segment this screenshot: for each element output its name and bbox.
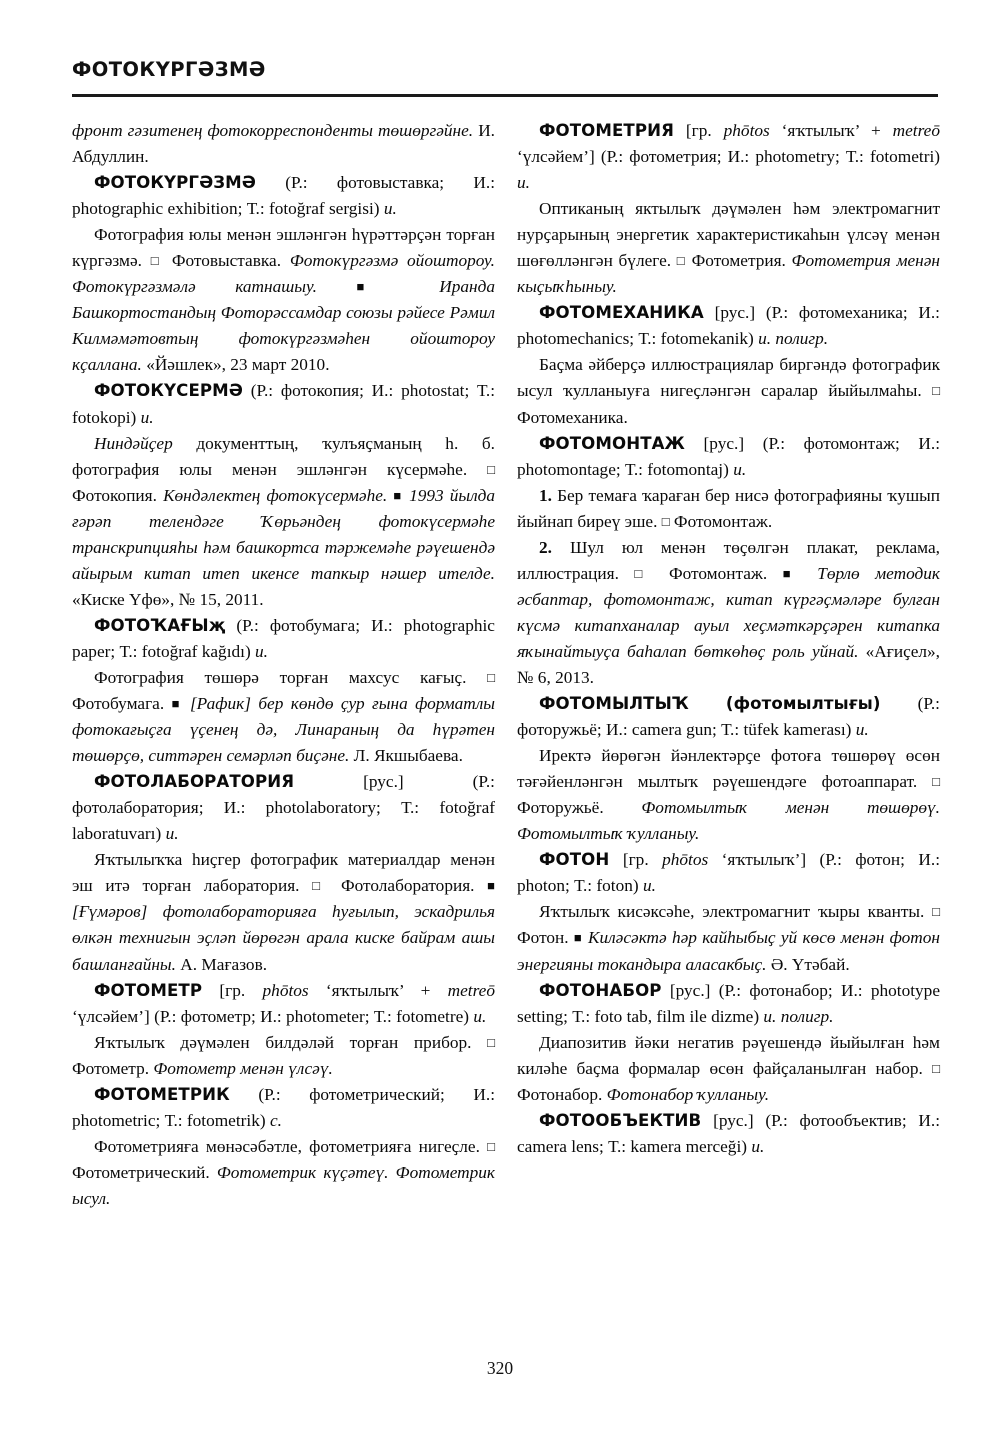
pos-label: u. полигр.	[763, 1006, 834, 1026]
entry-fotometr-body	[72, 1030, 495, 1082]
headword: ФОТОН	[539, 850, 610, 870]
etymology-meaning-2: ‘үлсәйем’]	[517, 147, 595, 167]
definition: Шул юл менән төҫөлгән плакат, реклама, иллюстрация.	[517, 537, 940, 583]
russian-equivalent: Фотовыставка.	[171, 251, 282, 271]
gloss-line: (Р.: фотобумага; И.: photographic paper; Т.: fotoğraf kağıdı)	[72, 615, 495, 661]
headword: ФОТОМЕТР	[94, 980, 203, 1000]
russian-equivalent: Фотометр.	[72, 1058, 150, 1078]
entry-fotomontaj	[517, 431, 940, 483]
headword: ФОТОМОНТАЖ	[539, 433, 685, 453]
open-square-icon	[487, 460, 495, 479]
pos-label: u.	[473, 1006, 487, 1026]
citation: [Рафик] бер көндө ҫур ғына форматлы фотокағыҫға үҫенең дә, Линараның да һүрәтен төшөрҫө, ситтәрен семәрләп биҫәне.	[72, 694, 495, 766]
definition: Яҡтылыҡ дәүмәлен билдәләй торған прибор.	[94, 1032, 472, 1052]
headword: ФОТОЛАБОРАТОРИЯ	[94, 772, 295, 792]
continued-quote: фронт гәзитенең фотокорреспонденты төшөргәйне.	[72, 121, 474, 140]
entry-fotomyltyq-body	[517, 743, 940, 847]
pos-label: u.	[751, 1136, 765, 1156]
entry-foton	[517, 847, 940, 899]
headword: ФОТОМЫЛТЫҠ	[539, 694, 689, 714]
filled-square-icon	[357, 277, 400, 296]
headword: ФОТОМЕХАНИКА	[539, 303, 704, 323]
entry-fotomexanika	[517, 300, 940, 352]
definition: Оптиканың яктылыҡ дәүмәлен һәм электромагнит нурҫарының энергетик характеристикаһын үлсәү менән шөғөлләнгән бүлеге.	[517, 199, 940, 271]
pos-label: u.	[517, 173, 530, 193]
definition: Фотометрияға мөнәсәбәтле, фотометрияға нигеҫле.	[94, 1136, 480, 1156]
entry-fotomontaj-sense-2	[517, 535, 940, 691]
citation: Иранда Башкортостандың Фоторәссамдар союзы рәйесе Рәмил Килмәмәтовтың фотокүргәзмәһен ойоштороу кҫаллана.	[72, 277, 495, 375]
filled-square-icon	[393, 486, 403, 505]
open-square-icon	[932, 1059, 940, 1078]
open-square-icon	[932, 772, 940, 791]
definition-lead: Ниндәйҫер	[94, 433, 173, 453]
russian-equivalent: Фотон.	[517, 928, 569, 948]
russian-equivalent: Фотокопия.	[72, 485, 157, 505]
citation: Төрлө методик әсбаптар, фотомонтаж, китап күргәҫмәләре булған күсмә китапханалар ауыл хеҫмәткәрҫәрен китапка яҡынайтыуҫа баһалап бөткөһөҫ роль уйнай.	[517, 563, 940, 661]
etymology: [рус.]	[669, 980, 711, 1000]
etymology-greek-2: metreō	[892, 121, 940, 140]
headword: ФОТОКҮРГӘЗМӘ	[94, 173, 256, 193]
columns-container	[72, 118, 940, 1346]
pos-label: u.	[383, 199, 397, 219]
definition: Фотография төшөрә торған махсус кағыҫ.	[94, 667, 467, 687]
sense-number: 1.	[539, 485, 552, 505]
gloss-line: (Р.: фотометр; И.: photometer; Т.: fotometre)	[154, 1006, 470, 1026]
russian-equivalent: Фоторужьё.	[517, 798, 604, 818]
open-square-icon	[151, 251, 163, 270]
continued-attribution: И. Абдуллин.	[72, 121, 495, 167]
definition: документтың, ҡулъяҫманың һ. б. фотография юлы менән эшләнгән күсермәһе.	[72, 433, 495, 479]
etymology-open: [гр.	[685, 121, 712, 140]
open-square-icon	[487, 668, 495, 687]
etymology-meaning-2: ‘үлсәйем’]	[72, 1006, 150, 1026]
running-head: ФОТОКҮРГӘЗМӘ	[72, 58, 266, 81]
russian-equivalent: Фотобумага.	[72, 694, 165, 714]
citation-source: А. Мағазов.	[180, 954, 268, 974]
entry-foton-body	[517, 899, 940, 977]
pos-label: u. полигр.	[758, 329, 829, 349]
pos-label: u.	[140, 407, 154, 427]
gloss-line: (Р.: фотокопия; И.: photostat; Т.: fotokopi)	[72, 381, 495, 427]
entry-fotomyltyq	[517, 691, 940, 743]
usage-examples: Көндәлектең фотокүсермәһе.	[163, 485, 388, 505]
usage-examples: Фотокүргәзмә ойоштороу. Фотокүргәзмәлә катнашыу.	[72, 251, 495, 297]
entry-fotometrik	[72, 1082, 495, 1134]
russian-equivalent: Фотолаборатория.	[340, 876, 475, 896]
definition: Яҡтылыҡҡа һиҫгер фотографик материалдар менән эш итә торған лаборатория.	[72, 850, 495, 896]
open-square-icon	[932, 381, 940, 400]
open-square-icon	[932, 902, 940, 921]
usage-examples: Фотометрия менән кыҫыҡһыныу.	[517, 251, 940, 297]
headword: ФОТОМЕТРИЯ	[539, 121, 674, 140]
open-square-icon	[487, 1137, 495, 1156]
etymology-meaning-1: ‘яҡтылыҡ’ +	[325, 980, 431, 1000]
russian-equivalent: Фотомеханика.	[517, 407, 628, 427]
entry-fotoobyektiv	[517, 1108, 940, 1160]
entry-fotokuserma-body	[72, 431, 495, 613]
etymology-meaning-1: ‘яҡтылыҡ’]	[721, 850, 807, 870]
etymology-greek-1: phōtos	[723, 121, 770, 140]
pos-label: u.	[255, 641, 268, 661]
headword: ФОТОНАБОР	[539, 980, 662, 1000]
entry-fotoqagyz-body	[72, 665, 495, 769]
usage-examples: Фотометр менән үлсәү.	[153, 1058, 333, 1078]
russian-equivalent: Фотонабор.	[517, 1084, 603, 1104]
open-square-icon	[487, 1033, 495, 1052]
headword: ФОТООБЪЕКТИВ	[539, 1110, 702, 1130]
gloss-line: (Р.: фотообъектив; И.: camera lens; Т.: kamera merceği)	[517, 1110, 941, 1156]
gloss-line: (Р.: фотометрия; И.: photometry; Т.: fotometri)	[600, 147, 941, 167]
citation-source: Ә. Үтәбай.	[770, 954, 850, 974]
gloss-line: (Р.: фотометрический; И.: photometric; Т.: fotometrik)	[72, 1084, 495, 1130]
gloss-line: (Р.: фоторужьё; И.: camera gun; Т.: tüfek kamerası)	[517, 694, 940, 740]
definition: Баҫма әйберҫә иллюстрациялар биргәндә фотографик ысул ҡулланыуға нигеҫләнгән саралар йыйылмаһы.	[517, 355, 940, 401]
entry-fotometrik-body	[72, 1134, 495, 1212]
etymology-open: [гр.	[219, 980, 246, 1000]
russian-equivalent: Фотометрический.	[72, 1162, 210, 1182]
etymology-greek-1: phōtos	[262, 980, 309, 1000]
left-column	[72, 118, 495, 1346]
filled-square-icon	[783, 564, 802, 583]
russian-equivalent: Фотомонтаж.	[673, 511, 773, 531]
citation-source: «Ағиҫел», № 6, 2013.	[517, 641, 941, 687]
headword-variant: (фотомылтығы)	[725, 694, 881, 714]
entry-fotonabor-body	[517, 1030, 940, 1108]
pos-label: u.	[855, 720, 869, 740]
open-square-icon	[677, 251, 686, 270]
definition: Диапозитив йәки негатив рәүешендә йыйылған һәм киләһе баҫма формалар өсөн файҫаланылған набор.	[517, 1032, 940, 1078]
gloss-line: (Р.: фотовыставка; И.: photographic exhibition; Т.: fotoğraf sergisi)	[72, 173, 495, 219]
definition: Бер темаға ҡараған бер нисә фотографияны ҡушып йыйнап биреү эше.	[517, 485, 941, 531]
gloss-line: (Р.: фотонабор; И.: phototype setting; Т.: foto tab, film ile dizme)	[517, 980, 940, 1026]
filled-square-icon	[574, 928, 583, 947]
usage-examples: Фотомылтыҡ менән төшөрөү. Фотомылтыҡ ҡулланыу.	[517, 798, 940, 844]
pos-label: u.	[165, 824, 179, 844]
headword: ФОТОҠАҒЫҗ	[94, 615, 226, 635]
entry-fotometr	[72, 978, 495, 1030]
entry-fotolaboratoriya-body	[72, 847, 495, 977]
entry-fotokurgazma	[72, 170, 495, 222]
filled-square-icon	[487, 876, 495, 895]
citation-source: «Йәшлек», 23 март 2010.	[146, 355, 330, 375]
citation: Киләсәктә һәр кайһыбыҫ уй көсө менән фотон энергияны токандыра аласакбыҫ.	[517, 928, 940, 974]
gloss-line: (Р.: фотомеханика; И.: photomechanics; Т.: fotomekanik)	[517, 303, 940, 349]
gloss-line: (Р.: фотомонтаж; И.: photomontage; Т.: fotomontaj)	[517, 433, 940, 479]
gloss-line: (Р.: фотон; И.: photon; Т.: foton)	[517, 850, 940, 896]
entry-fotolaboratoriya	[72, 769, 495, 847]
entry-fotoqagyz	[72, 613, 495, 665]
russian-equivalent: Фотометрия.	[691, 251, 786, 271]
etymology: [рус.]	[703, 433, 745, 453]
headword: ФОТОКҮСЕРМӘ	[94, 381, 243, 401]
right-column	[517, 118, 940, 1346]
entry-fotometriya	[517, 118, 940, 196]
entry-fotomontaj-sense-1	[517, 483, 940, 535]
filled-square-icon	[172, 694, 183, 713]
entry-fotometriya-body	[517, 196, 940, 300]
pos-label: c.	[269, 1110, 282, 1130]
sense-number: 2.	[539, 537, 552, 557]
usage-examples: Фотометрик күҫәтеү. Фотометрик ысул.	[72, 1162, 495, 1208]
etymology-open: [гр.	[622, 850, 649, 870]
etymology: [рус.]	[363, 772, 404, 792]
etymology-greek-2: metreō	[447, 980, 495, 1000]
entry-fotokuserma	[72, 378, 495, 430]
definition: Иректә йөрөгән йәнлектәрҫе фотоға төшөрөү өсөн тәғәйенләнгән мылтыҡ рәүешендәге фотоаппарат.	[517, 746, 940, 792]
entry-fotokurgazma-body	[72, 222, 495, 378]
etymology-greek-1: phōtos	[662, 850, 709, 870]
citation: [Ғүмәров] фотолабораторияға һуғылып, эскадрилья өлкән технигын эҫләп йөрөгән арала киске байрам ашы башланғайны.	[72, 902, 495, 974]
open-square-icon	[312, 876, 328, 895]
open-square-icon	[634, 564, 653, 583]
definition: Яҡтылыҡ кисәксәһе, электромагнит ҡыры кванты.	[539, 902, 925, 922]
etymology-meaning-1: ‘яҡтылыҡ’ +	[781, 121, 881, 140]
entry-fotomexanika-body	[517, 352, 940, 430]
etymology: [рус.]	[714, 303, 756, 323]
headword: ФОТОМЕТРИК	[94, 1084, 230, 1104]
pos-label: u.	[642, 876, 656, 896]
etymology: [рус.]	[713, 1110, 754, 1130]
citation-source: Л. Якшыбаева.	[353, 746, 463, 766]
gloss-line: (Р.: фотолаборатория; И.: photolaboratory; Т.: fotoğraf laboratuvarı)	[72, 772, 495, 844]
citation: 1993 йылда ғәрәп телендәге Ҡөрьәндең фотокүсермәһе транскрипцияһы һәм башкортса тәржемәһе рәүешендә айырым китап итеп икенсе тапкыр нәшер ителде.	[72, 485, 495, 583]
open-square-icon	[662, 512, 670, 531]
page-number: 320	[486, 1358, 514, 1378]
continued-entry	[72, 118, 495, 170]
header-rule	[72, 94, 938, 97]
citation-source: «Киске Үфө», № 15, 2011.	[72, 589, 264, 609]
entry-fotonabor	[517, 978, 940, 1030]
russian-equivalent: Фотомонтаж.	[668, 563, 768, 583]
usage-examples: Фотонабор ҡулланыу.	[606, 1084, 770, 1104]
definition: Фотография юлы менән эшләнгән һүрәттәрҫән торған күргәзмә.	[72, 225, 495, 271]
pos-label: u.	[733, 459, 747, 479]
